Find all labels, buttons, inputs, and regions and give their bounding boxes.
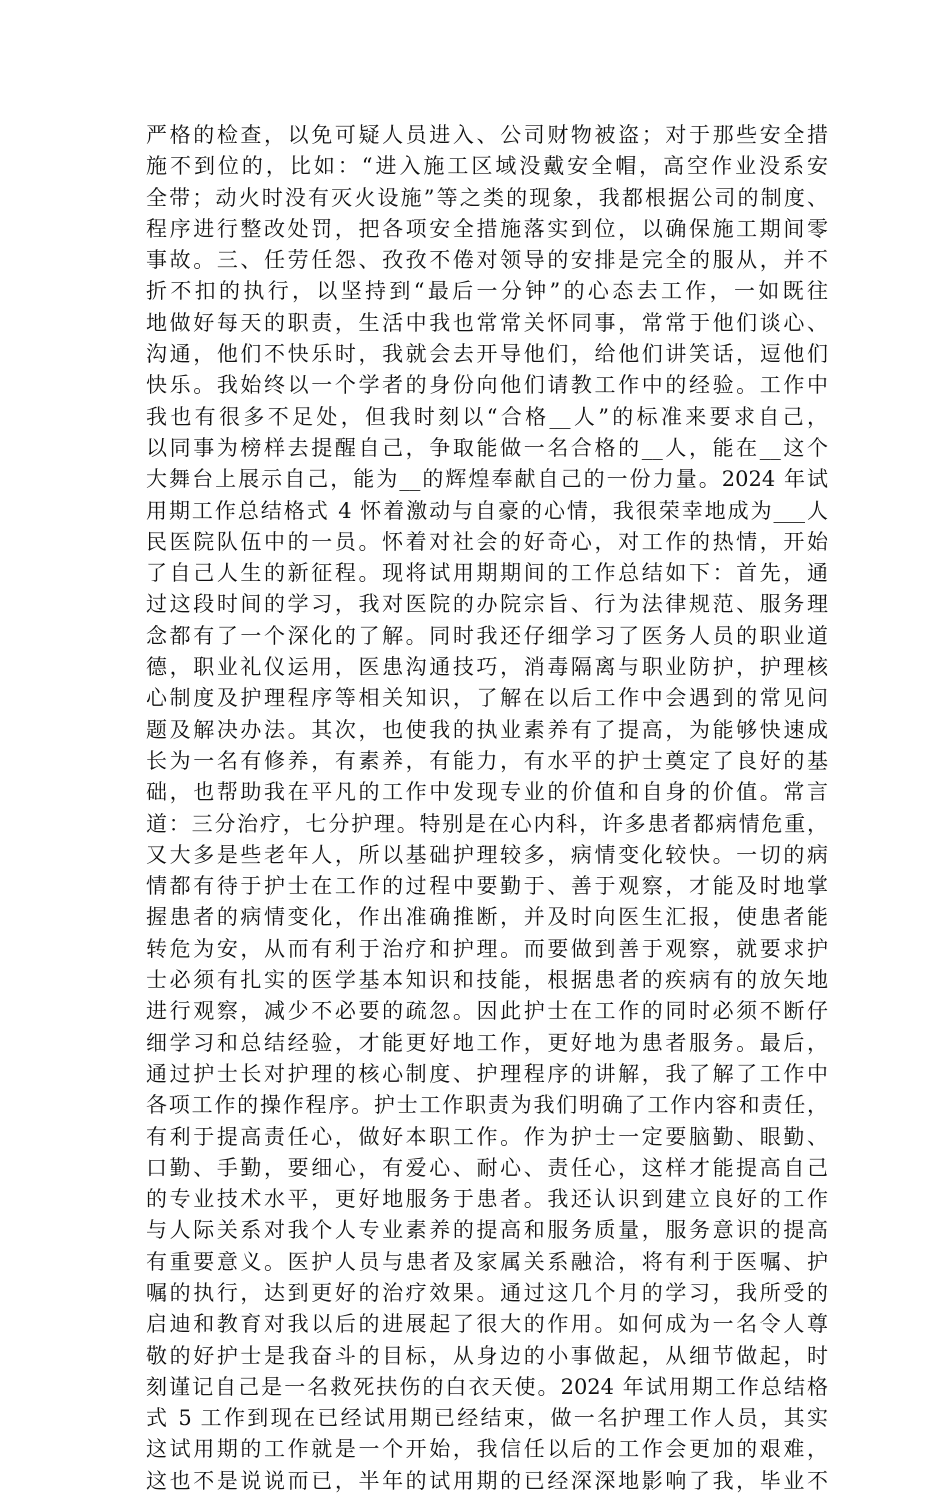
text-line: 地做好每天的职责，生活中我也常常关怀同事，常常于他们谈心、 [146,310,828,335]
text-line: 这试用期的工作就是一个开始，我信任以后的工作会更加的艰难， [146,1437,828,1462]
text-line: 这也不是说说而已，半年的试用期的已经深深地影响了我，毕业不 [146,1468,828,1493]
text-line: 了自己人生的新征程。现将试用期期间的工作总结如下：首先，通 [146,561,828,586]
text-line: 长为一名有修养，有素养，有能力，有水平的护士奠定了良好的基 [146,748,828,773]
text-line: 情都有待于护士在工作的过程中要勤于、善于观察，才能及时地掌 [146,874,828,899]
text-line: 细学习和总结经验，才能更好地工作，更好地为患者服务。最后， [146,1030,828,1055]
text-line: 德，职业礼仪运用，医患沟通技巧，消毒隔离与职业防护，护理核 [146,655,828,680]
text-line: 民医院队伍中的一员。怀着对社会的好奇心，对工作的热情，开始 [146,529,828,554]
text-line: 各项工作的操作程序。护士工作职责为我们明确了工作内容和责任， [146,1093,828,1118]
text-line: 我也有很多不足处，但我时刻以“合格__人”的标准来要求自己， [146,404,828,429]
text-line: 事故。三、任劳任怨、孜孜不倦对领导的安排是完全的服从，并不 [146,248,828,273]
text-line: 施不到位的，比如：“进入施工区域没戴安全帽，高空作业没系安 [146,154,828,179]
text-line: 通过护士长对护理的核心制度、护理程序的讲解，我了解了工作中 [146,1061,828,1086]
text-line: 式 5 工作到现在已经试用期已经结束，做一名护理工作人员，其实 [146,1406,828,1431]
text-line: 士必须有扎实的医学基本知识和技能，根据患者的疾病有的放矢地 [146,968,828,993]
text-line: 过这段时间的学习，我对医院的办院宗旨、行为法律规范、服务理 [146,592,828,617]
text-line: 念都有了一个深化的了解。同时我还仔细学习了医务人员的职业道 [146,623,828,648]
text-line: 题及解决办法。其次，也使我的执业素养有了提高，为能够快速成 [146,717,828,742]
text-line: 心制度及护理程序等相关知识，了解在以后工作中会遇到的常见问 [146,686,828,711]
text-line: 以同事为榜样去提醒自己，争取能做一名合格的__人，能在__这个 [146,435,828,460]
text-line: 沟通，他们不快乐时，我就会去开导他们，给他们讲笑话，逗他们 [146,342,828,367]
text-line: 口勤、手勤，要细心，有爱心、耐心、责任心，这样才能提高自己 [146,1155,828,1180]
text-line: 进行观察，减少不必要的疏忽。因此护士在工作的同时必须不断仔 [146,999,828,1024]
text-line: 敬的好护士是我奋斗的目标，从身边的小事做起，从细节做起，时 [146,1343,828,1368]
text-line: 折不扣的执行，以坚持到“最后一分钟”的心态去工作，一如既往 [146,279,828,304]
text-line: 础，也帮助我在平凡的工作中发现专业的价值和自身的价值。常言 [146,780,828,805]
text-line: 用期工作总结格式 4 怀着激动与自豪的心情，我很荣幸地成为___人 [146,498,828,523]
text-line: 与人际关系对我个人专业素养的提高和服务质量，服务意识的提高 [146,1218,828,1243]
text-line: 道：三分治疗，七分护理。特别是在心内科，许多患者都病情危重， [146,811,828,836]
text-line: 嘱的执行，达到更好的治疗效果。通过这几个月的学习，我所受的 [146,1280,828,1305]
text-line: 的专业技术水平，更好地服务于患者。我还认识到建立良好的工作 [146,1187,828,1212]
text-line: 全带；动火时没有灭火设施”等之类的现象，我都根据公司的制度、 [146,185,828,210]
text-line: 又大多是些老年人，所以基础护理较多，病情变化较快。一切的病 [146,842,828,867]
text-line: 有重要意义。医护人员与患者及家属关系融洽，将有利于医嘱、护 [146,1249,828,1274]
text-line: 握患者的病情变化，作出准确推断，并及时向医生汇报，使患者能 [146,905,828,930]
body-text [146,120,828,1497]
text-line: 有利于提高责任心，做好本职工作。作为护士一定要脑勤、眼勤、 [146,1124,828,1149]
text-line: 快乐。我始终以一个学者的身份向他们请教工作中的经验。工作中 [146,373,828,398]
text-line: 大舞台上展示自己，能为__的辉煌奉献自己的一份力量。2024 年试 [146,467,828,492]
text-line: 启迪和教育对我以后的进展起了很大的作用。如何成为一名令人尊 [146,1312,828,1337]
text-line: 严格的检查，以免可疑人员进入、公司财物被盗；对于那些安全措 [146,123,828,147]
text-line: 刻谨记自己是一名救死扶伤的白衣天使。2024 年试用期工作总结格 [146,1374,828,1399]
text-line: 转危为安，从而有利于治疗和护理。而要做到善于观察，就要求护 [146,936,828,961]
text-line: 程序进行整改处罚，把各项安全措施落实到位，以确保施工期间零 [146,216,828,241]
